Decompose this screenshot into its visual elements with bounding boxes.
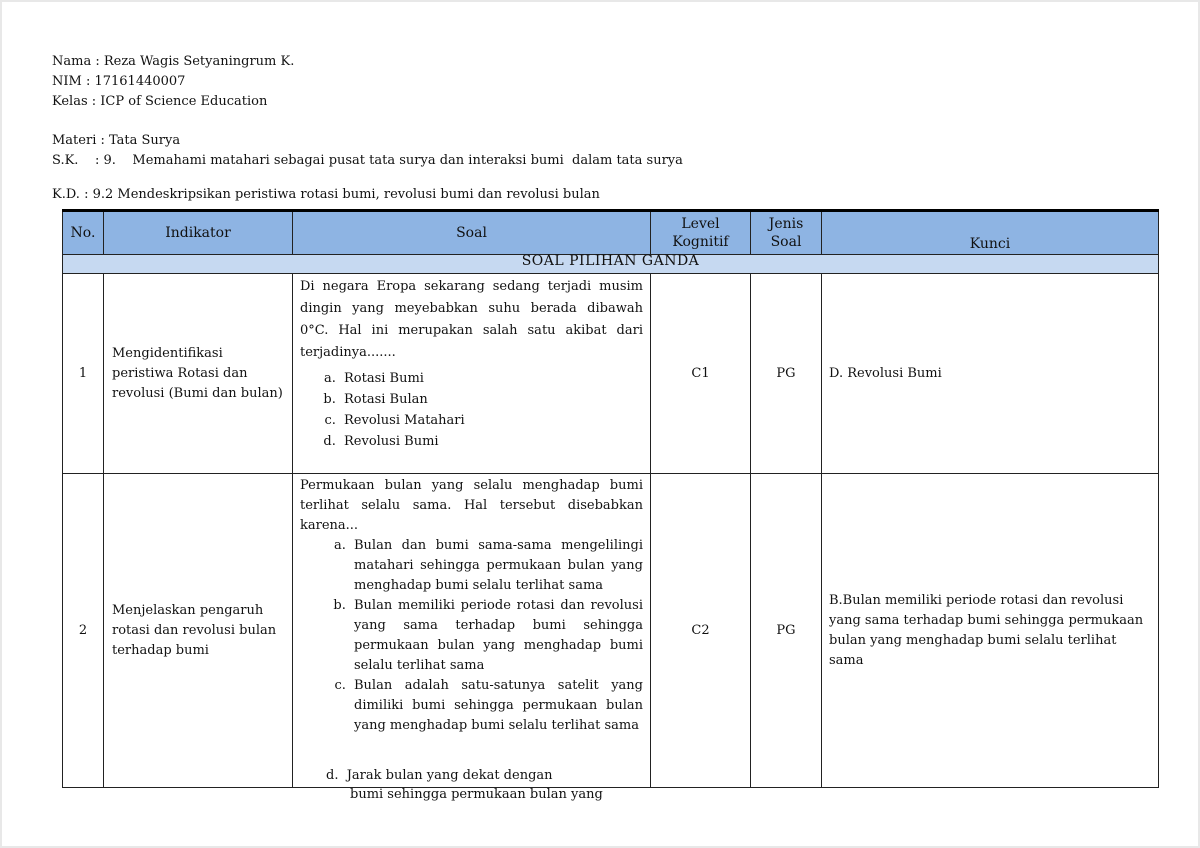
col-kunci: Kunci: [822, 211, 1159, 255]
option-list: [300, 368, 643, 452]
row-no: 1: [63, 274, 104, 474]
row-soal: [293, 274, 651, 474]
materi-line: Materi : Tata Surya: [52, 133, 181, 148]
option-a: a. Rotasi Bumi: [340, 368, 643, 389]
row-level: C2: [651, 474, 751, 788]
option-d-overflow: d. Jarak bulan yang dekat dengan: [326, 768, 553, 783]
option-a: a. Bulan dan bumi sama-sama mengelilingi matahari sehingga permukaan bulan yang menghadap bumi selalu terlihat sama: [350, 536, 643, 596]
col-no: No.: [63, 211, 104, 255]
table-row: [63, 474, 1159, 788]
row-indikator: Mengidentifikasi peristiwa Rotasi dan revolusi (Bumi dan bulan): [104, 274, 293, 474]
row-level: C1: [651, 274, 751, 474]
sk-line: S.K. : 9. Memahami matahari sebagai pusat tata surya dan interaksi bumi dalam tata surya: [52, 153, 683, 168]
soal-text: Permukaan bulan yang selalu menghadap bumi terlihat selalu sama. Hal tersebut disebabkan karena...: [300, 478, 643, 533]
col-soal: Soal: [293, 211, 651, 255]
kelas-line: Kelas : ICP of Science Education: [52, 94, 268, 109]
option-c: c. Bulan adalah satu-satunya satelit yang dimiliki bumi sehingga permukaan bulan yang menghadap bumi selalu terlihat sama: [350, 676, 643, 736]
section-row: [63, 255, 1159, 274]
col-indikator: Indikator: [104, 211, 293, 255]
kd-line: K.D. : 9.2 Mendeskripsikan peristiwa rotasi bumi, revolusi bumi dan revolusi bulan: [52, 187, 600, 202]
option-list: [300, 536, 643, 736]
table-header-row: [63, 211, 1159, 255]
nama-line: Nama : Reza Wagis Setyaningrum K.: [52, 54, 295, 69]
row-kunci: D. Revolusi Bumi: [822, 274, 1159, 474]
soal-text: Di negara Eropa sekarang sedang terjadi musim dingin yang meyebabkan suhu berada dibawah 0°C. Hal ini merupakan salah satu akibat dari terjadinya.......: [300, 279, 643, 360]
table-row: [63, 274, 1159, 474]
row-jenis: PG: [751, 274, 822, 474]
option-d-label: Jarak bulan yang dekat dengan: [346, 768, 553, 783]
option-d-continuation: bumi sehingga permukaan bulan yang: [350, 787, 603, 802]
row-indikator: Menjelaskan pengaruh rotasi dan revolusi bulan terhadap bumi: [104, 474, 293, 788]
option-d: d. Revolusi Bumi: [340, 431, 643, 452]
row-soal: [293, 474, 651, 788]
nim-line: NIM : 17161440007: [52, 74, 186, 89]
col-level: Level Kognitif: [651, 211, 751, 255]
section-title: SOAL PILIHAN GANDA: [63, 255, 1159, 274]
option-c: c. Revolusi Matahari: [340, 410, 643, 431]
row-no: 2: [63, 474, 104, 788]
col-jenis: Jenis Soal: [751, 211, 822, 255]
option-b: b. Bulan memiliki periode rotasi dan revolusi yang sama terhadap bumi sehingga permukaan bulan yang menghadap bumi selalu terlihat sama: [350, 596, 643, 676]
kisi-kisi-table: [62, 209, 1159, 788]
row-kunci: B.Bulan memiliki periode rotasi dan revolusi yang sama terhadap bumi sehingga permukaan bulan yang menghadap bumi selalu terlihat sama: [822, 474, 1159, 788]
row-jenis: PG: [751, 474, 822, 788]
option-b: b. Rotasi Bulan: [340, 389, 643, 410]
